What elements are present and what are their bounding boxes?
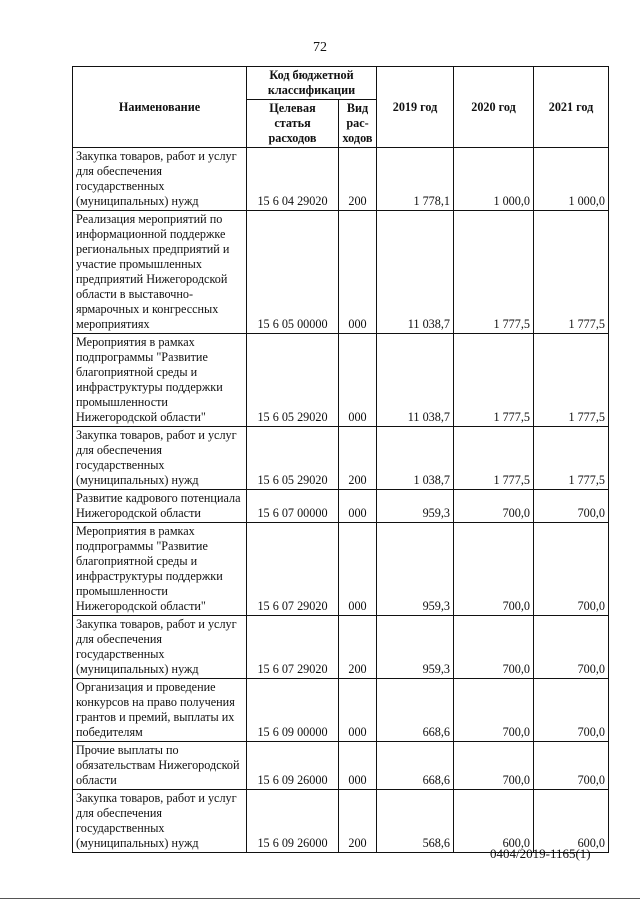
row-expense-type: 200 — [339, 427, 377, 490]
row-expense-type: 200 — [339, 616, 377, 679]
row-target-article: 15 6 07 00000 — [247, 490, 339, 523]
header-expense-type: Вид рас-ходов — [339, 100, 377, 148]
header-year-2021: 2021 год — [534, 67, 609, 148]
table-body — [73, 148, 609, 853]
row-value-2021: 600,0 — [534, 790, 609, 853]
row-value-2021: 1 777,5 — [534, 334, 609, 427]
row-value-2019: 568,6 — [377, 790, 454, 853]
table-row — [73, 616, 609, 679]
row-target-article: 15 6 09 26000 — [247, 790, 339, 853]
row-value-2019: 11 038,7 — [377, 334, 454, 427]
row-value-2020: 1 777,5 — [454, 211, 534, 334]
row-value-2021: 1 000,0 — [534, 148, 609, 211]
row-expense-type: 200 — [339, 148, 377, 211]
row-expense-type: 000 — [339, 334, 377, 427]
budget-table — [72, 66, 609, 853]
table-row — [73, 790, 609, 853]
row-name: Закупка товаров, работ и услуг для обеспечения государственных (муниципальных) нужд — [73, 790, 247, 853]
row-name: Закупка товаров, работ и услуг для обеспечения государственных (муниципальных) нужд — [73, 427, 247, 490]
row-value-2019: 1 778,1 — [377, 148, 454, 211]
row-value-2020: 700,0 — [454, 490, 534, 523]
row-expense-type: 000 — [339, 742, 377, 790]
table-row — [73, 523, 609, 616]
table-row — [73, 211, 609, 334]
table-row — [73, 742, 609, 790]
row-value-2020: 1 777,5 — [454, 427, 534, 490]
row-expense-type: 000 — [339, 523, 377, 616]
row-expense-type: 000 — [339, 490, 377, 523]
row-target-article: 15 6 05 29020 — [247, 427, 339, 490]
row-value-2021: 700,0 — [534, 679, 609, 742]
row-value-2021: 700,0 — [534, 490, 609, 523]
row-name: Мероприятия в рамках подпрограммы "Развитие благоприятной среды и инфраструктуры поддержки промышленности Нижегородской области" — [73, 523, 247, 616]
row-value-2020: 700,0 — [454, 616, 534, 679]
row-value-2021: 1 777,5 — [534, 427, 609, 490]
row-name: Мероприятия в рамках подпрограммы "Развитие благоприятной среды и инфраструктуры поддержки промышленности Нижегородской области" — [73, 334, 247, 427]
header-target-article: Целевая статья расходов — [247, 100, 339, 148]
row-target-article: 15 6 09 26000 — [247, 742, 339, 790]
row-name: Организация и проведение конкурсов на право получения грантов и премий, выплаты их победителям — [73, 679, 247, 742]
table-row — [73, 679, 609, 742]
table-row — [73, 334, 609, 427]
header-name: Наименование — [73, 67, 247, 148]
row-name: Прочие выплаты по обязательствам Нижегородской области — [73, 742, 247, 790]
row-expense-type: 000 — [339, 679, 377, 742]
bottom-divider — [0, 898, 640, 899]
row-value-2020: 1 000,0 — [454, 148, 534, 211]
row-name: Закупка товаров, работ и услуг для обеспечения государственных (муниципальных) нужд — [73, 148, 247, 211]
row-name: Реализация мероприятий по информационной поддержке региональных предприятий и участие промышленных предприятий Нижегородской области в выставочно-ярмарочных и конгрессных мероприятиях — [73, 211, 247, 334]
row-target-article: 15 6 05 29020 — [247, 334, 339, 427]
table-row — [73, 490, 609, 523]
row-value-2019: 11 038,7 — [377, 211, 454, 334]
row-target-article: 15 6 09 00000 — [247, 679, 339, 742]
row-value-2020: 700,0 — [454, 679, 534, 742]
page-number: 72 — [313, 40, 327, 55]
row-value-2019: 1 038,7 — [377, 427, 454, 490]
table-row — [73, 148, 609, 211]
table-row — [73, 427, 609, 490]
document-code: 0404/2019-1165(1) — [490, 846, 591, 861]
row-name: Закупка товаров, работ и услуг для обеспечения государственных (муниципальных) нужд — [73, 616, 247, 679]
row-value-2020: 700,0 — [454, 742, 534, 790]
row-expense-type: 000 — [339, 211, 377, 334]
row-value-2021: 700,0 — [534, 742, 609, 790]
row-value-2019: 959,3 — [377, 616, 454, 679]
header-year-2020: 2020 год — [454, 67, 534, 148]
row-value-2019: 668,6 — [377, 679, 454, 742]
header-year-2019: 2019 год — [377, 67, 454, 148]
row-value-2019: 668,6 — [377, 742, 454, 790]
row-target-article: 15 6 07 29020 — [247, 523, 339, 616]
row-value-2019: 959,3 — [377, 490, 454, 523]
row-expense-type: 200 — [339, 790, 377, 853]
row-value-2021: 1 777,5 — [534, 211, 609, 334]
row-target-article: 15 6 05 00000 — [247, 211, 339, 334]
row-value-2019: 959,3 — [377, 523, 454, 616]
table-header — [73, 67, 609, 148]
row-value-2020: 700,0 — [454, 523, 534, 616]
row-target-article: 15 6 04 29020 — [247, 148, 339, 211]
row-value-2021: 700,0 — [534, 523, 609, 616]
row-value-2021: 700,0 — [534, 616, 609, 679]
row-name: Развитие кадрового потенциала Нижегородской области — [73, 490, 247, 523]
row-target-article: 15 6 07 29020 — [247, 616, 339, 679]
row-value-2020: 1 777,5 — [454, 334, 534, 427]
row-value-2020: 600,0 — [454, 790, 534, 853]
header-classification: Код бюджетной классификации — [247, 67, 377, 100]
